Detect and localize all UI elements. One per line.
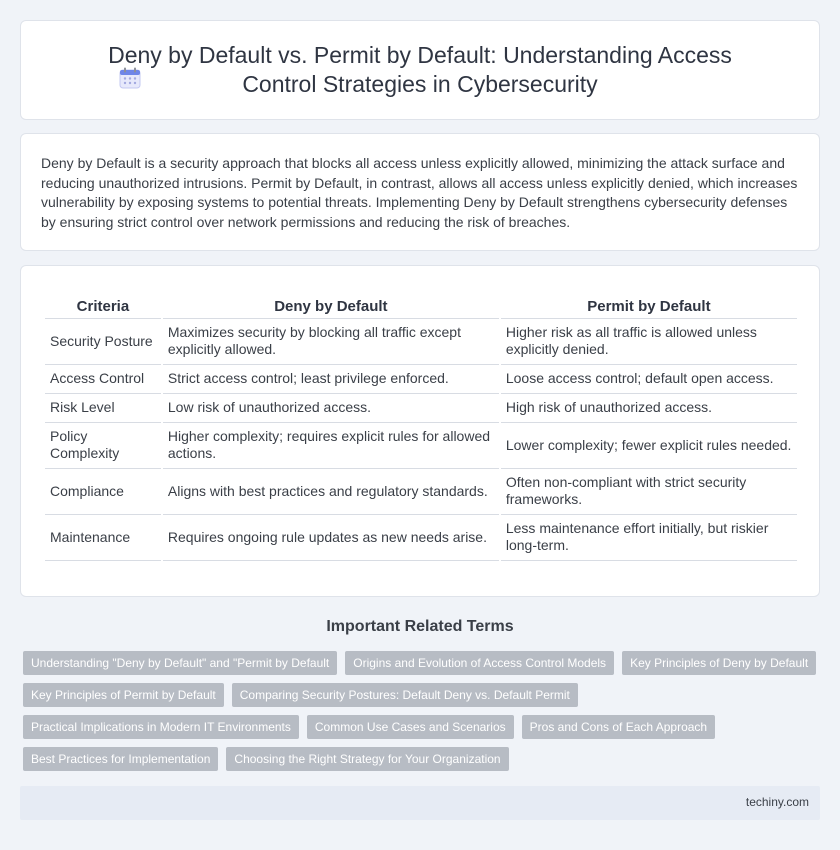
- deny-cell: Aligns with best practices and regulatory standards.: [163, 469, 499, 515]
- comparison-table: [43, 296, 799, 561]
- table-row: [45, 394, 797, 423]
- permit-cell: Loose access control; default open access.: [501, 365, 797, 394]
- related-tag[interactable]: Comparing Security Postures: Default Deny vs. Default Permit: [232, 683, 578, 707]
- intro-card: [20, 133, 820, 251]
- criteria-cell: Compliance: [45, 469, 161, 515]
- table-header-row: [45, 296, 797, 319]
- criteria-cell: Risk Level: [45, 394, 161, 423]
- header-deny-by-default: Deny by Default: [163, 296, 499, 319]
- deny-cell: Low risk of unauthorized access.: [163, 394, 499, 423]
- comparison-card: [20, 265, 820, 597]
- criteria-cell: Access Control: [45, 365, 161, 394]
- related-tag[interactable]: Best Practices for Implementation: [23, 747, 218, 771]
- header-permit-by-default: Permit by Default: [501, 296, 797, 319]
- table-row: [45, 515, 797, 561]
- related-tag[interactable]: Key Principles of Deny by Default: [622, 651, 816, 675]
- footer: [20, 786, 820, 820]
- table-row: [45, 319, 797, 365]
- deny-cell: Maximizes security by blocking all traffic except explicitly allowed.: [163, 319, 499, 365]
- permit-cell: Often non-compliant with strict security frameworks.: [501, 469, 797, 515]
- deny-cell: Higher complexity; requires explicit rules for allowed actions.: [163, 423, 499, 469]
- related-tag[interactable]: Common Use Cases and Scenarios: [307, 715, 514, 739]
- deny-cell: Requires ongoing rule updates as new needs arise.: [163, 515, 499, 561]
- intro-paragraph: Deny by Default is a security approach that blocks all access unless explicitly allowed, minimizing the attack surface and reducing unauthorized intrusions. Permit by Default, in contrast, allows all access unless explicitly denied, which increases vulnerability by exposing systems to potential threats. Implementing Deny by Default strengthens cybersecurity defenses by ensuring strict control over network permissions and reducing the risk of breaches.: [41, 155, 798, 230]
- permit-cell: Higher risk as all traffic is allowed unless explicitly denied.: [501, 319, 797, 365]
- criteria-cell: Maintenance: [45, 515, 161, 561]
- related-tags: [23, 651, 823, 771]
- permit-cell: High risk of unauthorized access.: [501, 394, 797, 423]
- related-tag[interactable]: Pros and Cons of Each Approach: [522, 715, 715, 739]
- related-tag[interactable]: Choosing the Right Strategy for Your Organization: [226, 747, 508, 771]
- criteria-cell: Security Posture: [45, 319, 161, 365]
- calendar-icon: [118, 66, 142, 90]
- page-title: Deny by Default vs. Permit by Default: Understanding Access Control Strategies in Cybersecurity: [108, 42, 732, 97]
- related-tag[interactable]: Understanding "Deny by Default" and "Permit by Default: [23, 651, 337, 675]
- related-tag[interactable]: Practical Implications in Modern IT Environments: [23, 715, 299, 739]
- deny-cell: Strict access control; least privilege enforced.: [163, 365, 499, 394]
- related-tag[interactable]: Key Principles of Permit by Default: [23, 683, 224, 707]
- table-row: [45, 423, 797, 469]
- footer-site-link[interactable]: techiny.com: [745, 795, 809, 809]
- table-row: [45, 365, 797, 394]
- permit-cell: Less maintenance effort initially, but riskier long-term.: [501, 515, 797, 561]
- header-criteria: Criteria: [45, 296, 161, 319]
- table-row: [45, 469, 797, 515]
- criteria-cell: Policy Complexity: [45, 423, 161, 469]
- permit-cell: Lower complexity; fewer explicit rules needed.: [501, 423, 797, 469]
- header-card: [20, 20, 820, 120]
- related-terms-title: Important Related Terms: [326, 618, 514, 635]
- related-tag[interactable]: Origins and Evolution of Access Control Models: [345, 651, 614, 675]
